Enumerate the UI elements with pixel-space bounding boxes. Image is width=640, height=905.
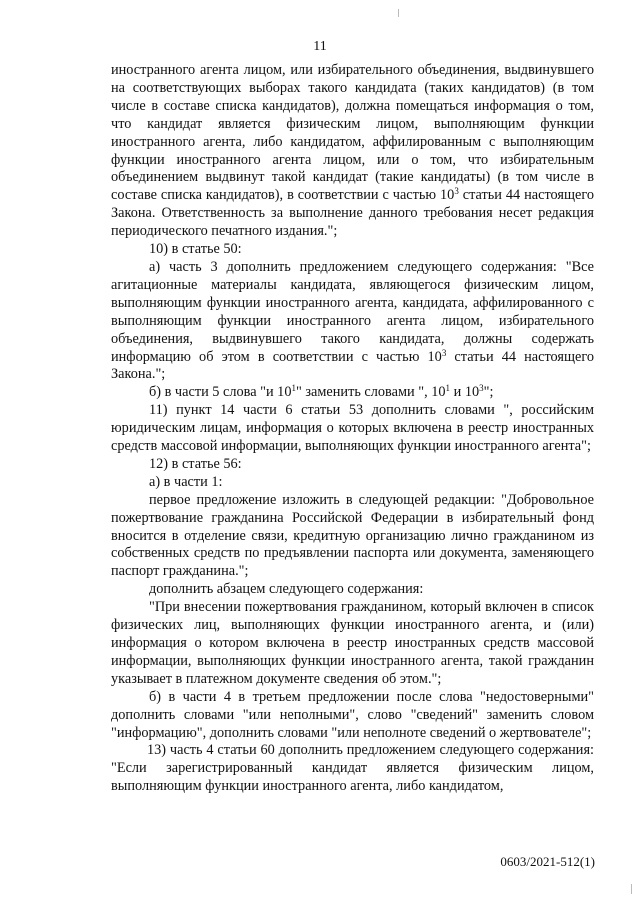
paragraph-item-11: 11) пункт 14 части 6 статьи 53 дополнить словами ", российским юридическим лицам, информация о которых включена в реестр иностранных средств массовой информации, выполняющих функции иностранного агента"; bbox=[111, 402, 594, 455]
paragraph-quote-donation: "При внесении пожертвования гражданином, который включен в список физических лиц, выполняющих функции иностранного агента, и (или) информация о котором включена в реестр иностранных средств массовой информации, выполняющих функции иностранного агента, такой гражданин указывает в платежном документе сведения об этом."; bbox=[111, 599, 594, 687]
scan-mark-top bbox=[398, 9, 399, 17]
scan-mark-bottom bbox=[631, 884, 632, 894]
paragraph-item-10: 10) в статье 50: bbox=[149, 241, 242, 258]
paragraph-add-abzac: дополнить абзацем следующего содержания: bbox=[149, 581, 424, 598]
paragraph-continuation: иностранного агента лицом, или избирательного объединения, выдвинувшего на соответствующих выборах такого кандидата (таких кандидатов) (в том числе в составе списка кандидатов), должна помещаться информация о том, что кандидат является физическим лицом, выполняющим функции иностранного агента, либо кандидатом, аффилированным с выполняющим функции иностранного агента лицом, или о том, что избирательным объединением выдвинут такой кандидат (такие кандидаты) (в том числе в составе списка кандидатов), в соответствии с частью $10^3$ статьи 44 настоящего Закона. Ответственность за выполнение данного требования несет редакция периодического печатного издания."; bbox=[111, 62, 594, 240]
page-number: 11 bbox=[313, 39, 327, 54]
paragraph-item-12: 12) в статье 56: bbox=[149, 455, 242, 472]
paragraph-item-12b: б) в части 4 в третьем предложении после слова "недостоверными" дополнить словами "или неполными", слово "сведений" заменить словом "информацию", дополнить словами "или неполноте сведений о жертвователе"; bbox=[111, 688, 594, 741]
document-code: 0603/2021-512(1) bbox=[500, 854, 595, 869]
paragraph-item-12a: а) в части 1: bbox=[149, 473, 223, 490]
paragraph-item-10b: б) в части 5 слова "и $10^1$" заменить словами ", $10^1$ и $10^3$"; bbox=[149, 383, 494, 401]
paragraph-first-sentence: первое предложение изложить в следующей редакции: "Добровольное пожертвование гражданина Российской Федерации в избирательный фонд вносится в отделение связи, кредитную организацию лично гражданином из собственных средств по предъявлении паспорта или документа, заменяющего паспорт гражданина."; bbox=[111, 491, 594, 580]
paragraph-item-13: 13) часть 4 статьи 60 дополнить предложением следующего содержания: "Если зарегистрированный кандидат является физическим лицом, выполняющим функции иностранного агента, либо кандидатом, bbox=[111, 742, 594, 795]
paragraph-item-10a: а) часть 3 дополнить предложением следующего содержания: "Все агитационные материалы кандидата, являющегося физическим лицом, выполняющим функции иностранного агента, кандидата, аффилированного с выполняющим функции иностранного агента лицом, избирательного объединения, выдвинувшего такого кандидата, должны содержать информацию об этом в соответствии с частью $10^3$ статьи 44 настоящего Закона."; bbox=[111, 258, 594, 383]
document-body bbox=[111, 62, 594, 796]
